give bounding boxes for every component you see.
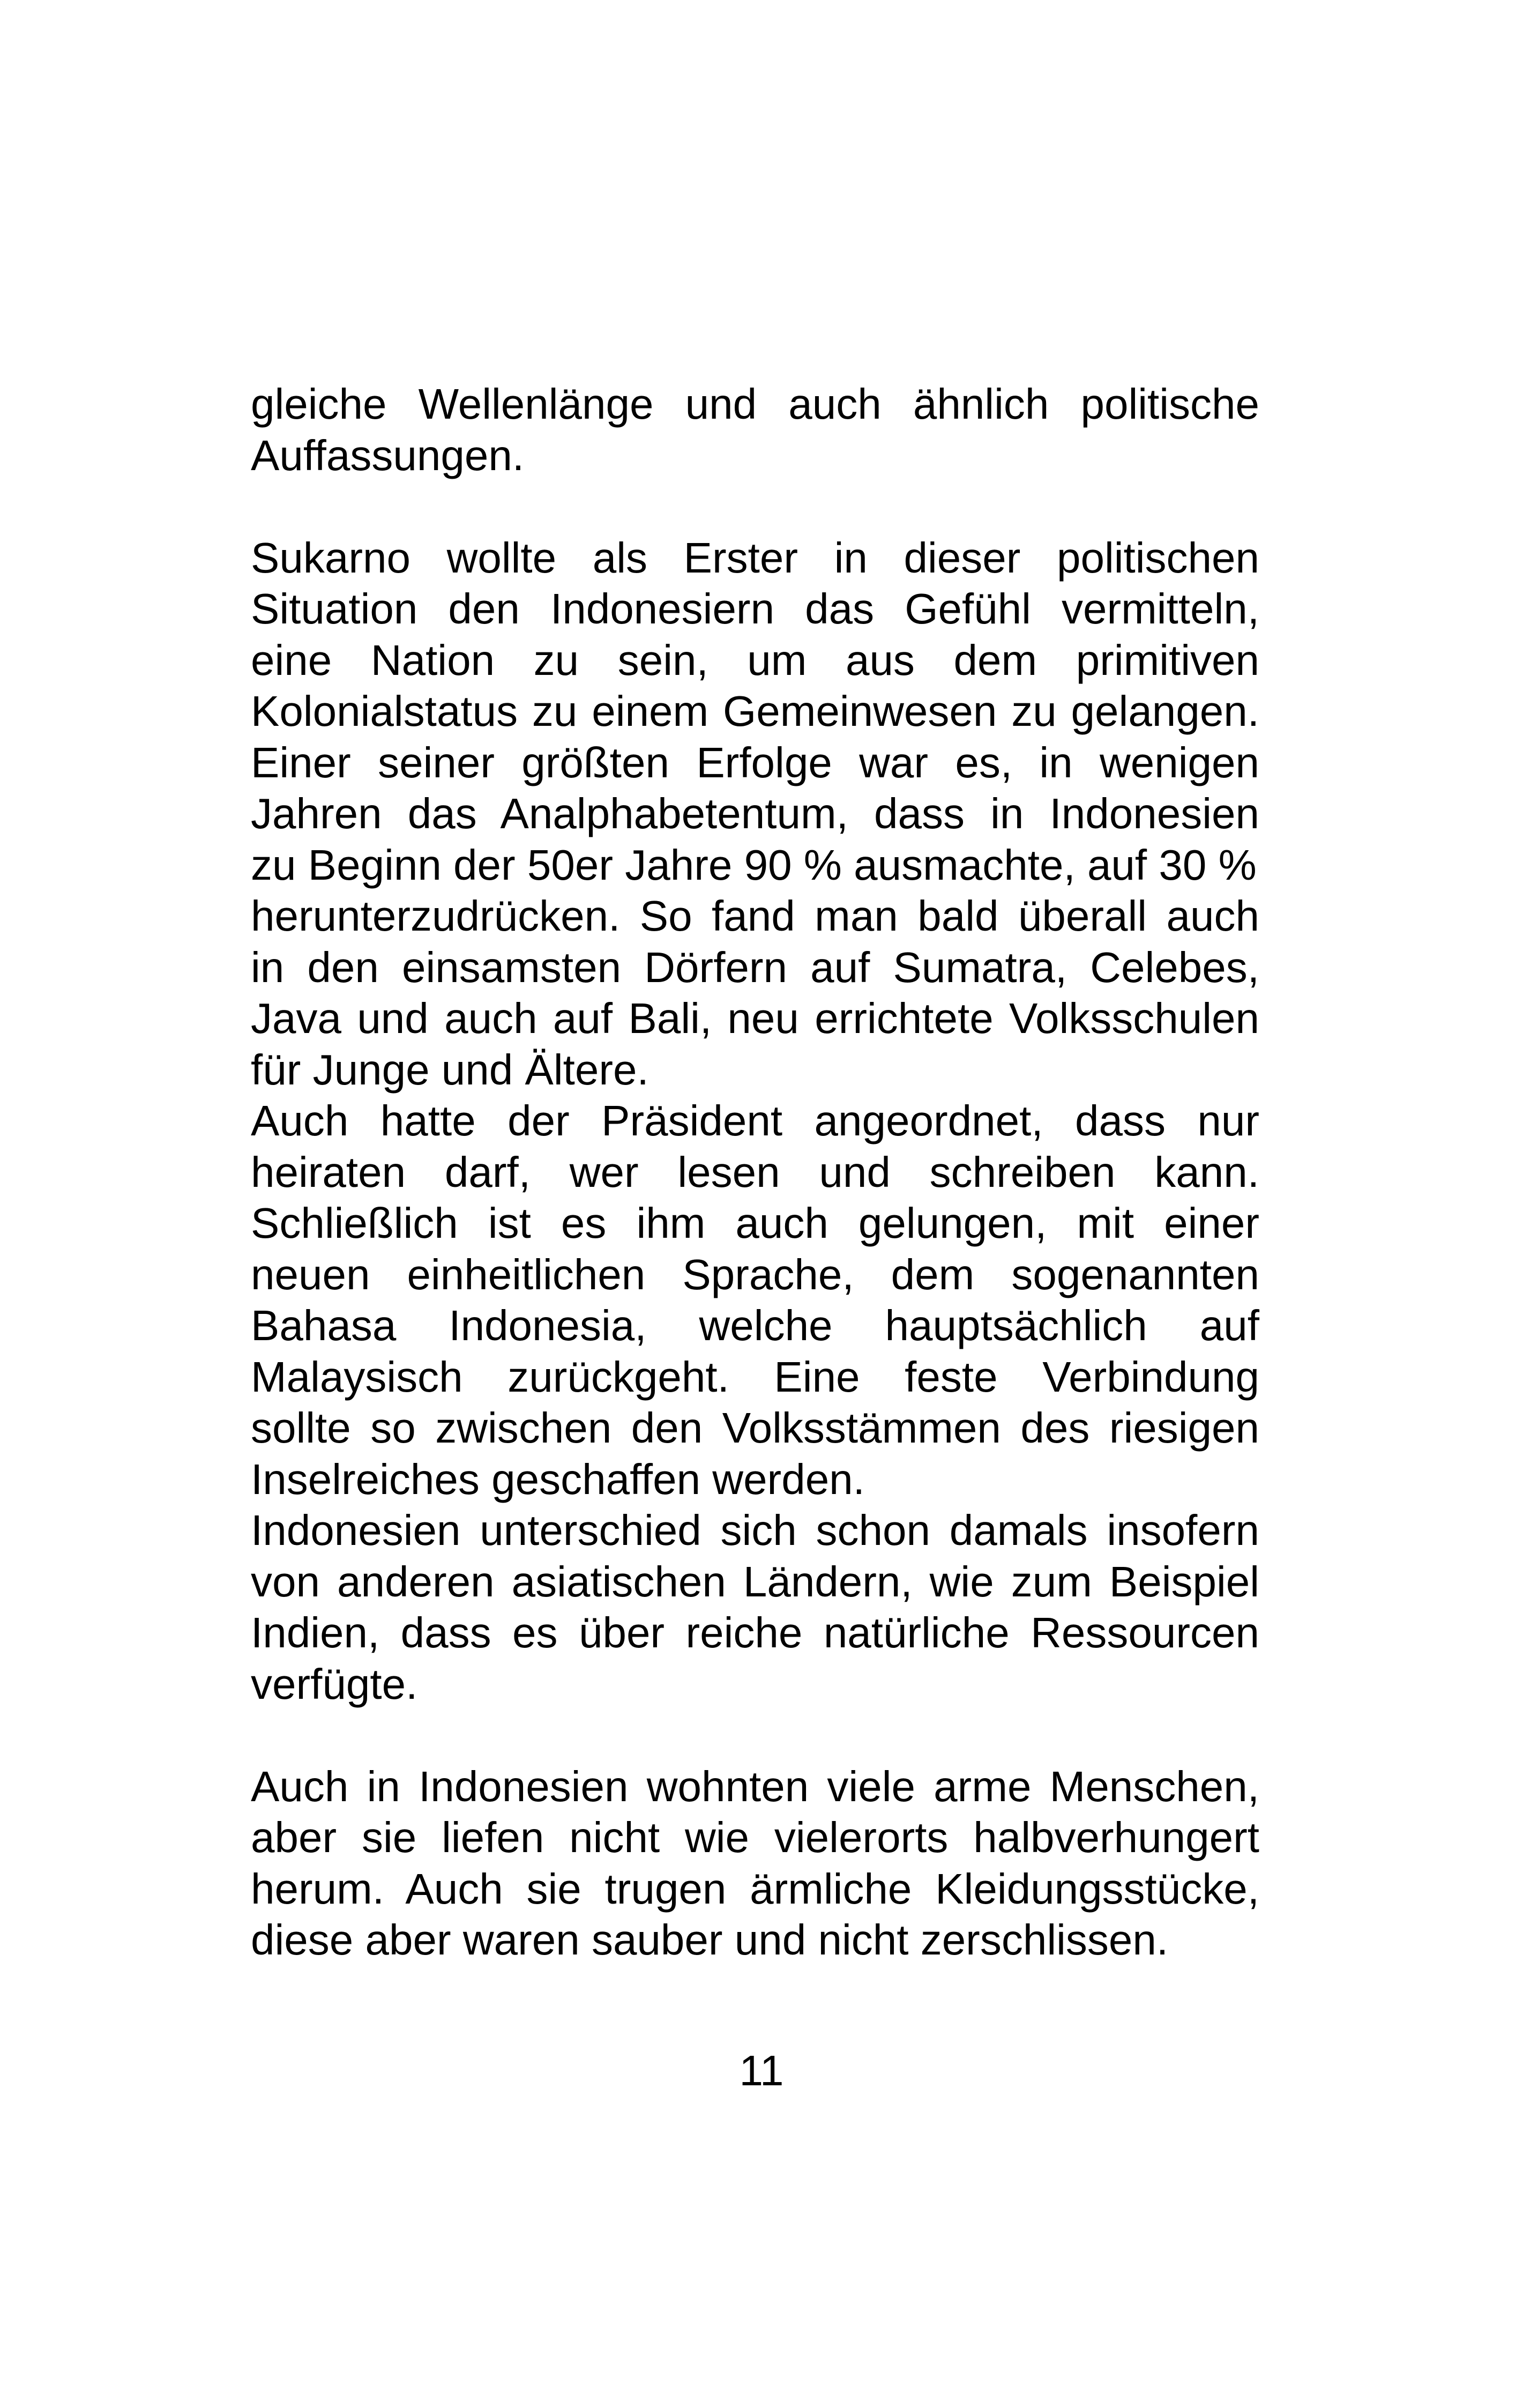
paragraph [251,1761,1259,1966]
text-line: Situation den Indonesiern das Gefühl vermitteln, [251,585,1259,633]
text-line: für Junge und Ältere. [251,1045,649,1094]
text-line: Sukarno wollte als Erster in dieser politischen [251,533,1259,582]
text-line: von anderen asiatischen Ländern, wie zum Beispiel [251,1557,1259,1606]
text-line: herum. Auch sie trugen ärmliche Kleidungsstücke, [251,1864,1259,1913]
text-line: heiraten darf, wer lesen und schreiben kann. [251,1148,1259,1196]
text-line: neuen einheitlichen Sprache, dem sogenannten [251,1250,1259,1298]
text-line: Indien, dass es über reiche natürliche Ressourcen [251,1609,1259,1656]
text-line: Malaysisch zurückgeht. Eine feste Verbindung [251,1352,1259,1401]
text-line: Kolonialstatus zu einem Gemeinwesen zu gelangen. [251,687,1259,735]
text-line: sollte so zwischen den Volksstämmen des riesigen [251,1404,1259,1452]
text-line: Inselreiches geschaffen werden. [251,1455,865,1503]
text-line: verfügte. [251,1660,418,1708]
paragraph-gap [251,1710,1259,1761]
text-line: Auch in Indonesien wohnten viele arme Menschen, [251,1762,1259,1810]
text-line: Einer seiner größten Erfolge war es, in wenigen [251,738,1259,786]
text-line: in den einsamsten Dörfern auf Sumatra, Celebes, [251,943,1259,991]
text-line: herunterzudrücken. So fand man bald überall auch [251,892,1259,940]
paragraph [251,1505,1259,1710]
text-line: Auffassungen. [251,431,525,479]
text-line: Indonesien unterschied sich schon damals insofern [251,1506,1259,1554]
text-line: Schließlich ist es ihm auch gelungen, mit einer [251,1199,1259,1247]
text-line: eine Nation zu sein, um aus dem primitiven [251,636,1259,684]
paragraph [251,378,1259,481]
text-line: diese aber waren sauber und nicht zerschlissen. [251,1916,1169,1964]
paragraph-gap [251,481,1259,532]
text-line: aber sie liefen nicht wie vielerorts halbverhungert [251,1814,1259,1861]
paragraph [251,532,1259,1096]
body-text [251,378,1259,1966]
text-line: zu Beginn der 50er Jahre 90 % ausmachte, auf 30 % [251,841,1257,889]
text-line: Bahasa Indonesia, welche hauptsächlich auf [251,1302,1259,1349]
text-line: Java und auch auf Bali, neu errichtete Volksschulen [251,994,1259,1042]
text-line: Jahren das Analphabetentum, dass in Indonesien [251,790,1259,837]
text-line: Auch hatte der Präsident angeordnet, dass nur [251,1097,1259,1144]
text-line: gleiche Wellenlänge und auch ähnlich politische [251,380,1259,428]
page-number: 11 [739,2047,784,2094]
paragraph [251,1095,1259,1505]
